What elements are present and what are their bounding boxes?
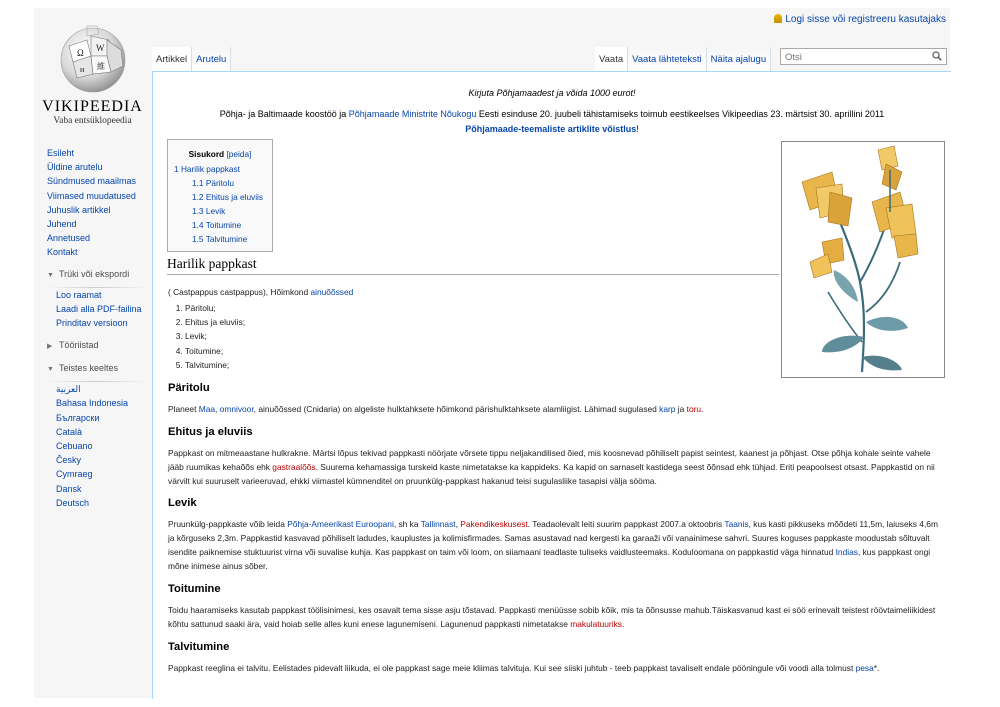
sidebar-lang-cy[interactable]: Cymraeg — [56, 469, 93, 480]
link-tallinn[interactable]: Tallinnast — [420, 519, 456, 529]
login-link[interactable]: Logi sisse või registreeru kasutajaks — [785, 14, 946, 25]
tab-talk[interactable]: Arutelu — [192, 47, 231, 71]
sidebar-item-download-pdf[interactable]: Laadi alla PDF-failina — [56, 303, 142, 314]
link-maa[interactable]: Maa — [198, 404, 216, 414]
site-notice — [153, 86, 951, 137]
table-of-contents — [167, 139, 273, 252]
svg-text:и: и — [79, 65, 84, 74]
tagline: Vaba entsüklopeedia — [53, 116, 132, 126]
sidebar-item-recent-changes[interactable]: Viimased muudatused — [47, 190, 136, 201]
section-heading-hibernation: Talvitumine — [168, 641, 230, 653]
sidebar-item-contact[interactable]: Kontakt — [47, 247, 78, 258]
toc-title: Sisukord [peida] — [188, 149, 252, 159]
article-content — [152, 71, 951, 699]
sidebar-lang-da[interactable]: Dansk — [56, 483, 82, 494]
print-export-header[interactable]: ▼ Trüki või ekspordi — [47, 267, 147, 283]
notice-text: Põhja- ja Baltimaade koostöö ja Põhjamaade Ministrite Nõukogu Eesti esinduse 20. juubeli tähistamiseks toimub eestikeelses Vikipeedias 23. märtsist 30. aprillini 2011 — [219, 109, 885, 119]
tab-history[interactable]: Näita ajalugu — [707, 47, 771, 71]
sidebar-item-main-page[interactable]: Esileht — [47, 148, 75, 158]
list-item: 3. Levik; — [185, 329, 245, 343]
section-origin-text: Planeet Maa, omnivoor, ainuõõssed (Cnidaria) on algeliste hulktahksete hõimkond pärishulktahksete alamliigist. Lähimad sugulased karp ja toru. — [168, 404, 704, 414]
sidebar-item-random-article[interactable]: Juhuslik artikkel — [47, 204, 111, 215]
intro-paragraph: ( Castpappus castpappus), Hõimkond ainuõõssed — [168, 287, 354, 297]
toc-item[interactable]: 1 Harilik pappkast — [174, 164, 240, 174]
notice-link-council[interactable]: Põhjamaade Ministrite Nõukogu — [348, 109, 477, 119]
link-toru[interactable]: toru — [686, 404, 702, 414]
link-gastraaloos[interactable]: gastraalõõs — [272, 461, 316, 472]
sidebar-item-create-book[interactable]: Loo raamat — [56, 289, 102, 300]
sidebar-item-printable[interactable]: Prinditav versioon — [56, 318, 128, 329]
tools-header[interactable]: ▶ Tööriistad — [47, 338, 147, 354]
section-hibernation-text: Pappkast reeglina ei talvitu. Eelistades pidevalt liikuda, ei ole pappkast sage meie kliimas talvituja. Kui see siiski juhtub - teeb pappkast tavaliselt endale pööningule või voodi alla tolmust pesa*. — [168, 663, 880, 673]
sidebar-lang-id[interactable]: Bahasa Indonesia — [56, 398, 129, 409]
sidebar-lang-ceb[interactable]: Cebuano — [56, 441, 93, 452]
svg-text:W: W — [95, 43, 104, 53]
sidebar-item-donate[interactable]: Annetused — [47, 233, 91, 244]
sidebar-item-current-events[interactable]: Sündmused maailmas — [47, 176, 137, 187]
sidebar — [47, 146, 147, 510]
notice-headline: Kirjuta Põhjamaadest ja võida 1000 eurot! — [468, 88, 636, 98]
section-heading-structure: Ehitus ja eluviis — [168, 426, 253, 438]
link-india[interactable]: Indias — [835, 546, 858, 557]
triangle-right-icon: ▶ — [47, 343, 53, 351]
link-pohja-ameerika[interactable]: Põhja-Ameerikast — [287, 519, 354, 529]
sidebar-item-community[interactable]: Üldine arutelu — [47, 162, 103, 173]
link-euroopa[interactable]: Euroopani — [355, 519, 394, 529]
toc-hide-link[interactable]: [peida] — [226, 149, 252, 159]
list-item: 4. Toitumine; — [185, 344, 245, 358]
tab-view-source[interactable]: Vaata lähteteksti — [628, 47, 707, 71]
triangle-down-icon: ▼ — [47, 271, 54, 279]
toc-list — [168, 163, 272, 246]
search-input[interactable] — [781, 49, 929, 65]
namespace-tabs — [152, 47, 231, 71]
logo[interactable] — [40, 22, 145, 126]
toc-item[interactable]: 1.1 Päritolu — [192, 177, 234, 188]
article-image[interactable] — [781, 141, 945, 378]
section-heading-distribution: Levik — [168, 497, 197, 509]
section-distribution-text: Pruunkülg-pappkaste võib leida Põhja-Ameerikast Euroopani, sh ka Tallinnast, Pakendikeskusest. Teadaolevalt leiti suurim pappkast 2007.a oktoobris Taanis, kus kasti pikkuseks mõõdeti 11,5m, laiuseks 4,6m ja kõrguseks 2,3m. Pappkastid kasvavad põhiliselt ladudes, kauplustes ja kolimisfirmades. Samas asustavad nad kergesti ka garaaži või vanainimese sahvri. Suures koguses pappkaste moodustab sõltuvalt isendite paiknemise stuktuurist virna või suvalise kuhja. Kas pappkast on taim või loom, on siiamaani teadlaste tuliseks vaidlusteemaks. Koduloomana on pappkastid väga hinnatud Indias, kus pappkast ongi mõne inimese ainus sõber. — [168, 519, 938, 571]
wordmark: VIKIPEEDIA — [42, 98, 143, 115]
personal-tools[interactable] — [774, 14, 946, 25]
list-item: 2. Ehitus ja eluviis; — [185, 315, 245, 329]
section-structure-text: Pappkast on mitmeaastane hulkrakne. Märtsi lõpus tekivad pappkasti nöörjate võrsete tippu neljakandilised õied, mis koosnevad põhiliselt papist seintest, kaanest ja põhjast. Otse põhja kohale seinte vahele jääb ruumikas kehaõõs ehk gastraalõõs. Suurema kehamassiga turskeid kaste nimetatakse ka kappideks. Ka kapid on sarnaselt kastidega seest õõnsad ehk tühjad. Eriti peapoolsest otsast. Pappkastid on nii värvilt kui suuruselt varieeruvad, ehkki viimastel kümnenditel on pruunkülg-pappkast hakanud teisi sugulasliike tasapisi välja sööma. — [168, 448, 935, 486]
link-makulatuur[interactable]: makulatuuriks — [570, 618, 622, 629]
svg-text:Ω: Ω — [76, 48, 84, 58]
view-tabs — [595, 47, 771, 71]
sidebar-item-help[interactable]: Juhend — [47, 219, 77, 230]
page-title: Harilik pappkast — [167, 256, 779, 275]
link-pakendikeskus[interactable]: Pakendikeskusest — [460, 519, 528, 529]
toc-item[interactable]: 1.3 Levik — [192, 205, 226, 216]
toc-item[interactable]: 1.4 Toitumine — [192, 219, 242, 230]
section-heading-feeding: Toitumine — [168, 583, 221, 595]
triangle-down-icon: ▼ — [47, 366, 54, 374]
sidebar-lang-ar[interactable]: العربية — [56, 384, 81, 395]
sidebar-lang-ca[interactable]: Català — [56, 426, 83, 437]
search-box — [780, 48, 947, 65]
link-karp[interactable]: karp — [659, 404, 676, 414]
link-pesa[interactable]: pesa — [855, 663, 874, 673]
user-icon — [774, 14, 782, 23]
sidebar-lang-bg[interactable]: Български — [56, 412, 100, 423]
wikipedia-globe-icon — [57, 22, 129, 94]
link-omnivoor[interactable]: omnivoor — [219, 404, 254, 414]
link-ainuoossed[interactable]: ainuõõssed — [310, 287, 354, 297]
sidebar-lang-cs[interactable]: Česky — [56, 455, 82, 466]
list-item: 1. Päritolu; — [185, 301, 245, 315]
search-icon[interactable] — [932, 51, 942, 61]
section-list — [169, 301, 245, 372]
list-item: 5. Talvitumine; — [185, 358, 245, 372]
notice-link-contest[interactable]: Põhjamaade-teemaliste artiklite võistlus — [465, 124, 637, 134]
tab-article[interactable]: Artikkel — [152, 47, 192, 71]
tab-read[interactable]: Vaata — [595, 47, 628, 71]
section-heading-origin: Päritolu — [168, 382, 210, 394]
link-taani[interactable]: Taanis — [724, 519, 749, 529]
notice-contest: Põhjamaade-teemaliste artiklite võistlus! — [465, 124, 639, 134]
toc-item[interactable]: 1.2 Ehitus ja eluviis — [192, 191, 264, 202]
svg-text:維: 維 — [96, 62, 105, 71]
toc-item[interactable]: 1.5 Talvitumine — [192, 233, 248, 244]
languages-header[interactable]: ▼ Teistes keeltes — [47, 361, 147, 377]
section-feeding-text: Toidu haaramiseks kasutab pappkast töölisinimesi, kes osavalt tema sisse asju tõstavad. Pappkasti menüüsse sobib kõik, mis ta õõnsusse mahub.Täiskasvanud kast ei söö erinevalt teistest röövtaimeliikidest kõhtu sattunud saaki ära, vaid hoiab selle alles kuni enese lagunemiseni. Lagunenud pappkasti nimetatakse makulatuuriks. — [168, 605, 936, 629]
sidebar-lang-de[interactable]: Deutsch — [56, 497, 90, 508]
